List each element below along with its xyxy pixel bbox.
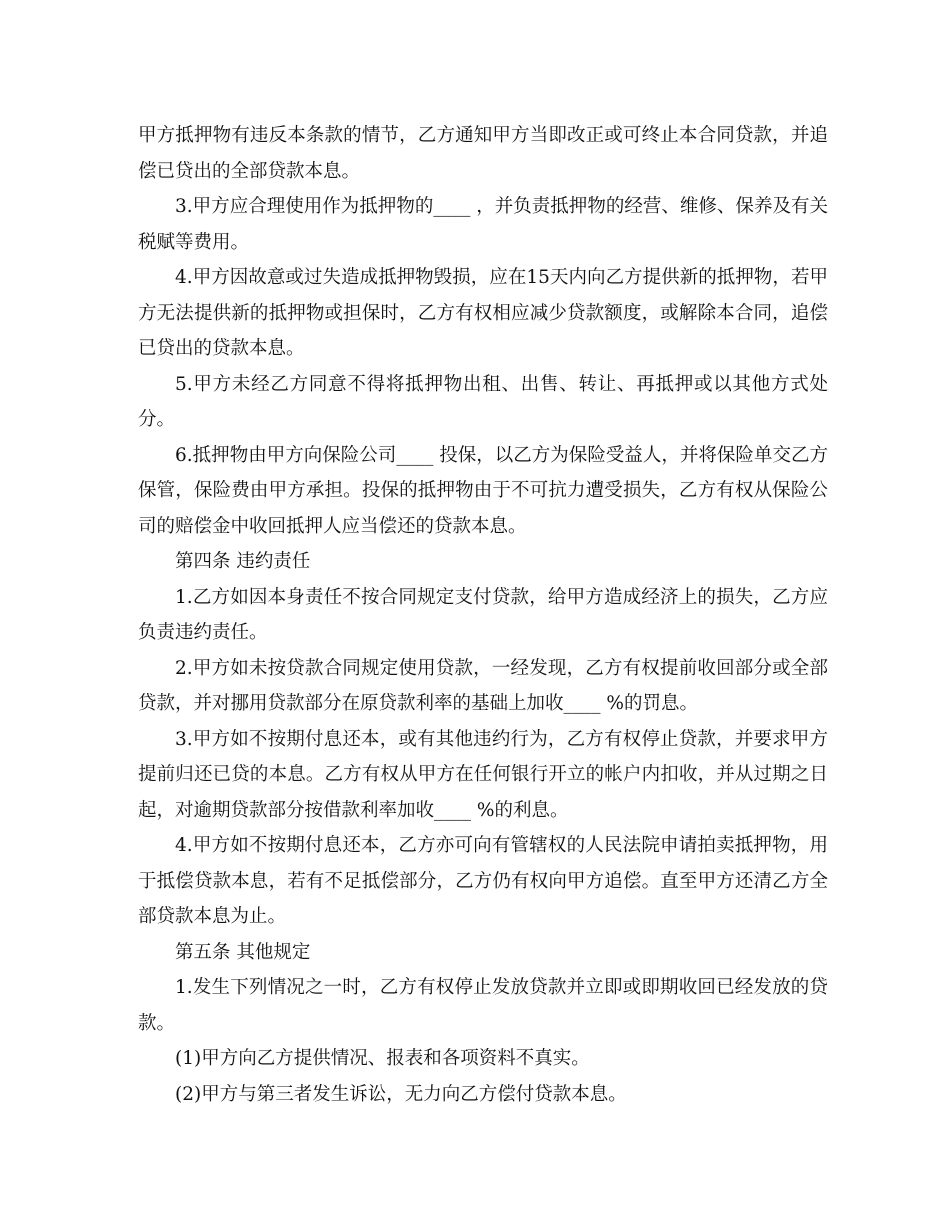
article-4-clause-3: 3.甲方如不按期付息还本，或有其他违约行为，乙方有权停止贷款，并要求甲方提前归还已贷的本息。乙方有权从甲方在任何银行开立的帐户内扣收，并从过期之日起，对逾期贷款部分按借款利率加收____ %的利息。	[138, 728, 828, 821]
article-5-heading: 第五条 其他规定	[175, 941, 311, 963]
clause-3-paragraph: 3.甲方应合理使用作为抵押物的____ ，并负责抵押物的经营、维修、保养及有关税赋等费用。	[138, 196, 828, 253]
document-page	[138, 118, 828, 1112]
article-4-clause-4: 4.甲方如不按期付息还本，乙方亦可向有管辖权的人民法院申请拍卖抵押物，用于抵偿贷款本息，若有不足抵偿部分，乙方仍有权向甲方追偿。直至甲方还清乙方全部贷款本息为止。	[138, 835, 828, 927]
article-4-clause-1: 1.乙方如因本身责任不按合同规定支付贷款，给甲方造成经济上的损失，乙方应负责违约责任。	[138, 586, 828, 643]
article-4-clause-2: 2.甲方如未按贷款合同规定使用贷款，一经发现，乙方有权提前收回部分或全部贷款，并对挪用贷款部分在原贷款利率的基础上加收____ %的罚息。	[138, 657, 828, 714]
clause-5-paragraph: 5.甲方未经乙方同意不得将抵押物出租、出售、转让、再抵押或以其他方式处分。	[138, 373, 828, 430]
article-4-heading: 第四条 违约责任	[175, 551, 311, 572]
clause-4-paragraph: 4.甲方因故意或过失造成抵押物毁损，应在15天内向乙方提供新的抵押物，若甲方无法提供新的抵押物或担保时，乙方有权相应减少贷款额度，或解除本合同，追偿已贷出的贷款本息。	[138, 267, 828, 359]
article-5-item-2: (2)甲方与第三者发生诉讼，无力向乙方偿付贷款本息。	[175, 1083, 627, 1105]
clause-6-paragraph: 6.抵押物由甲方向保险公司____ 投保，以乙方为保险受益人，并将保险单交乙方保管，保险费由甲方承担。投保的抵押物由于不可抗力遭受损失，乙方有权从保险公司的赔偿金中收回抵押人应当偿还的贷款本息。	[138, 444, 828, 537]
article-5-item-1: (1)甲方向乙方提供情况、报表和各项资料不真实。	[175, 1048, 590, 1069]
article-5-clause-1: 1.发生下列情况之一时，乙方有权停止发放贷款并立即或即期收回已经发放的贷款。	[138, 977, 828, 1034]
paragraph-continuation: 甲方抵押物有违反本条款的情节，乙方通知甲方当即改正或可终止本合同贷款，并追偿已贷出的全部贷款本息。	[138, 125, 828, 182]
